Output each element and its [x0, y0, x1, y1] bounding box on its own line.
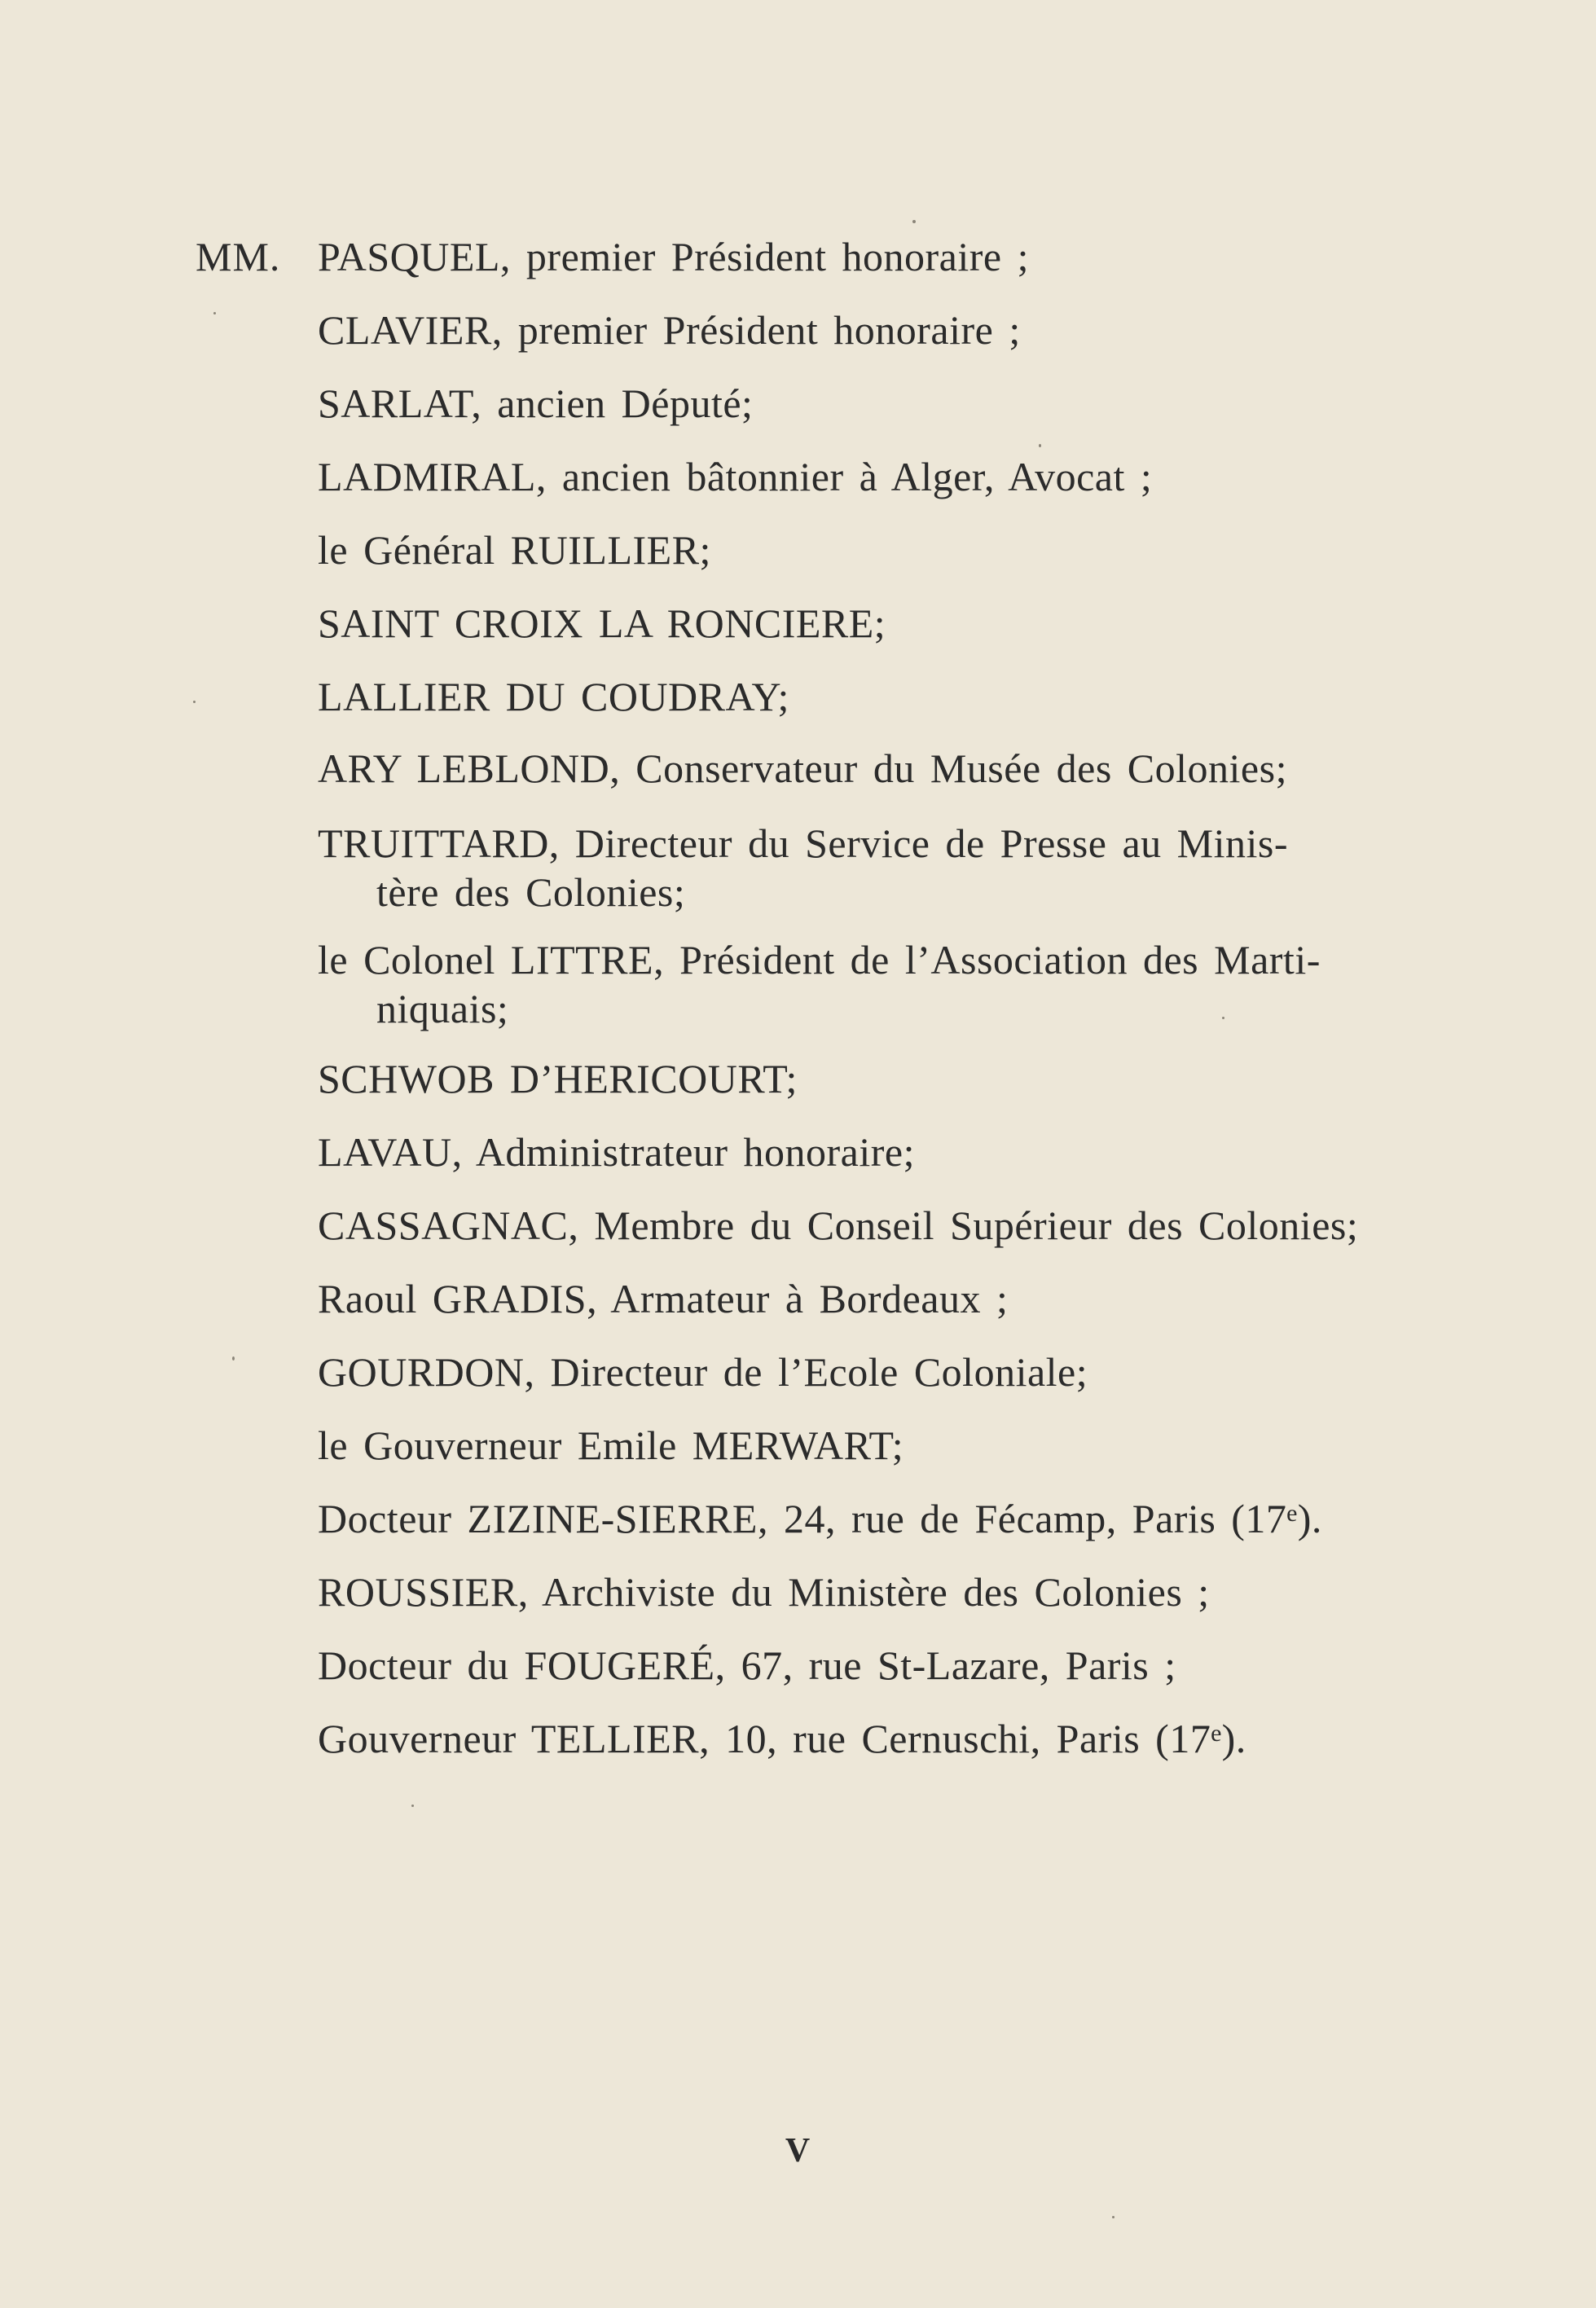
list-item-text: CASSAGNAC, Membre du Conseil Supérieur des Colonies;: [318, 1202, 1359, 1248]
paper-speck: [912, 220, 916, 223]
list-item: [318, 1641, 1422, 1690]
page-number: V: [785, 2132, 811, 2170]
list-item-text: ROUSSIER, Archiviste du Ministère des Colonies ;: [318, 1569, 1210, 1615]
list-item-text: Docteur ZIZINE-SIERRE, 24, rue de Fécamp, Paris (17ᵉ).: [318, 1496, 1322, 1541]
paper-speck: [1039, 444, 1041, 447]
list-item-text: PASQUEL, premier Président honoraire ;: [318, 234, 1029, 279]
list-item-text: Docteur du FOUGERÉ, 67, rue St-Lazare, Paris ;: [318, 1642, 1176, 1688]
list-item: [318, 744, 1422, 793]
list-item-text: SAINT CROIX LA RONCIERE;: [318, 600, 886, 646]
list-item: [318, 1567, 1422, 1616]
list-item-text: SCHWOB D’HERICOURT;: [318, 1056, 798, 1101]
list-item: [318, 1714, 1422, 1763]
list-item: [318, 306, 1422, 354]
list-item-text: le Général RUILLIER;: [318, 527, 711, 573]
list-item-text: le Gouverneur Emile MERWART;: [318, 1422, 904, 1468]
list-item: [318, 379, 1422, 428]
list-item: [318, 1274, 1422, 1323]
honorifics-prefix: MM.: [196, 234, 281, 279]
list-item-text: LAVAU, Administrateur honoraire;: [318, 1129, 916, 1175]
list-item-text: LADMIRAL, ancien bâtonnier à Alger, Avocat ;: [318, 454, 1153, 499]
list-item-text: TRUITTARD, Directeur du Service de Presse au Minis-: [318, 820, 1288, 866]
paper-speck: [1112, 2216, 1115, 2218]
list-item: [318, 599, 1422, 648]
list-item-text: SARLAT, ancien Député;: [318, 380, 754, 426]
paper-speck: [232, 1356, 235, 1361]
list-item-text: GOURDON, Directeur de l’Ecole Coloniale;: [318, 1349, 1088, 1395]
list-item-text: ARY LEBLOND, Conservateur du Musée des Colonies;: [318, 745, 1287, 791]
list-item-text: LALLIER DU COUDRAY;: [318, 674, 789, 719]
list-item: [318, 1054, 1422, 1103]
list-item-text: le Colonel LITTRE, Président de l’Association des Marti-: [318, 937, 1321, 983]
list-item-text: Raoul GRADIS, Armateur à Bordeaux ;: [318, 1276, 1009, 1321]
list-item: [318, 935, 1422, 1033]
list-item: [318, 1128, 1422, 1176]
paper-speck: [1222, 1017, 1224, 1019]
list-item-continuation: niquais;: [376, 986, 509, 1031]
list-item: [318, 1421, 1422, 1470]
paper-speck: [213, 312, 216, 314]
list-item-text: Gouverneur TELLIER, 10, rue Cernuschi, Paris (17ᵉ).: [318, 1716, 1246, 1761]
list-item-text: CLAVIER, premier Président honoraire ;: [318, 307, 1021, 353]
list-item: [318, 1494, 1422, 1543]
list-item: [318, 232, 1422, 281]
list-item: [318, 1201, 1422, 1250]
list-item: [318, 672, 1422, 721]
list-item-continuation: tère des Colonies;: [376, 869, 686, 915]
list-item: [318, 452, 1422, 501]
paper-speck: [193, 701, 196, 703]
list-item: [318, 525, 1422, 574]
list-item: [318, 1347, 1422, 1396]
paper-speck: [411, 1805, 414, 1807]
list-item: [318, 819, 1422, 917]
